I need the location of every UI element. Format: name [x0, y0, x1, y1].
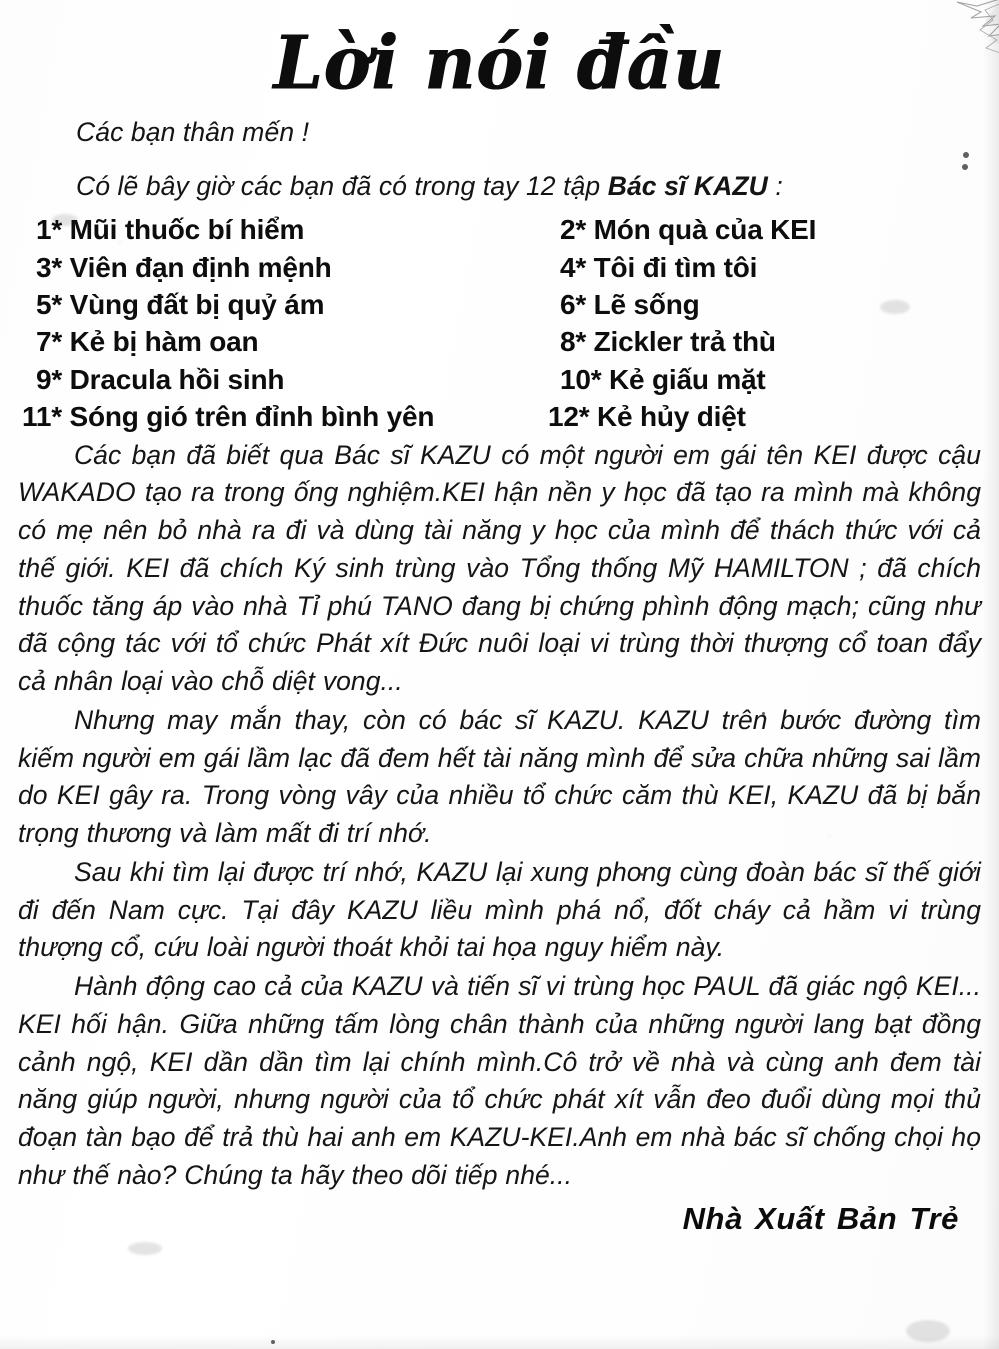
greeting-line-2: [18, 168, 981, 206]
body-paragraph: Nhưng may mắn thay, còn có bác sĩ KAZU. KAZU trên bước đường tìm kiếm người em gái lầm lạc đã đem hết tài năng mình để sửa chữa những sai lầm do KEI gây ra. Trong vòng vây của nhiều tổ chức căm thù KEI, KAZU đã bị bắn trọng thương và làm mất đi trí nhớ.: [18, 704, 981, 848]
volume-item: 4* Tôi đi tìm tôi: [560, 251, 758, 283]
volume-item: 7* Kẻ bị hàm oan: [36, 326, 259, 358]
greeting-text: Các bạn thân mến !: [76, 117, 310, 147]
volume-item: 8* Zickler trả thù: [560, 326, 776, 358]
volume-item: 10* Kẻ giấu mặt: [560, 363, 766, 395]
greeting-line-1: [18, 114, 981, 152]
publisher-signature: Nhà Xuất Bản Trẻ: [682, 1200, 959, 1236]
volume-row: [18, 398, 981, 435]
document-content: [0, 18, 999, 1237]
series-title: Bác sĩ KAZU: [607, 170, 768, 201]
volume-row: [18, 211, 981, 248]
volume-list: [18, 211, 981, 435]
volume-item: 3* Viên đạn định mệnh: [36, 251, 332, 283]
body-paragraph: Các bạn đã biết qua Bác sĩ KAZU có một người em gái tên KEI được cậu WAKADO tạo ra trong ống nghiệm.KEI hận nền y học đã tạo ra mình mà không có mẹ nên bỏ nhà ra đi và dùng tài năng y học của mình để thách thức với cả thế giới. KEI đã chích Ký sinh trùng vào Tổng thống Mỹ HAMILTON ; đã chích thuốc tăng áp vào nhà Tỉ phú TANO đang bị chứng phình động mạch; cũng như đã cộng tác với tổ chức Phát xít Đức nuôi loại vi trùng thời thượng cổ toan đẩy cả nhân loại vào chỗ diệt vong...: [18, 439, 981, 696]
volume-item: 6* Lẽ sống: [560, 289, 700, 320]
volume-row: [18, 286, 981, 323]
volume-item: 5* Vùng đất bị quỷ ám: [36, 289, 325, 320]
volume-item: 9* Dracula hồi sinh: [36, 363, 285, 395]
greeting-prefix: Có lẽ bây giờ các bạn đã có trong tay 12 tập: [76, 170, 608, 201]
greeting-suffix: :: [767, 170, 783, 201]
body-paragraph: Sau khi tìm lại được trí nhớ, KAZU lại xung phong cùng đoàn bác sĩ thế giới đi đến Nam cực. Tại đây KAZU liều mình phá nổ, đốt cháy cả hầm vi trùng thượng cổ, cứu loài người thoát khỏi tai họa nguy hiểm này.: [18, 856, 981, 963]
volume-item: 11* Sóng gió trên đỉnh bình yên: [22, 401, 435, 433]
page-edge-shading: [0, 1335, 999, 1349]
page-title: Lời nói đầu: [273, 18, 726, 107]
body-paragraph: Hành động cao cả của KAZU và tiến sĩ vi trùng học PAUL đã giác ngộ KEI... KEI hối hận. Giữa những tấm lòng chân thành của những người lang bạt đồng cảnh ngộ, KEI dần dần tìm lại chính mình.Cô trở về nhà và cùng anh đem tài năng giúp người, nhưng người của tổ chức phát xít vẫn đeo đuổi dùng mọi thủ đoạn tàn bạo để trả thù hai anh em KAZU-KEI.Anh em nhà bác sĩ chống chọi họ như thế nào? Chúng ta hãy theo dõi tiếp nhé...: [18, 971, 981, 1190]
volume-item: 1* Mũi thuốc bí hiểm: [36, 214, 305, 246]
volume-row: [18, 361, 981, 398]
volume-item: 12* Kẻ hủy diệt: [548, 401, 746, 433]
scan-smudge: [128, 1242, 162, 1255]
volume-item: 2* Món quà của KEI: [560, 214, 817, 246]
volume-row: [18, 249, 981, 286]
volume-row: [18, 323, 981, 360]
